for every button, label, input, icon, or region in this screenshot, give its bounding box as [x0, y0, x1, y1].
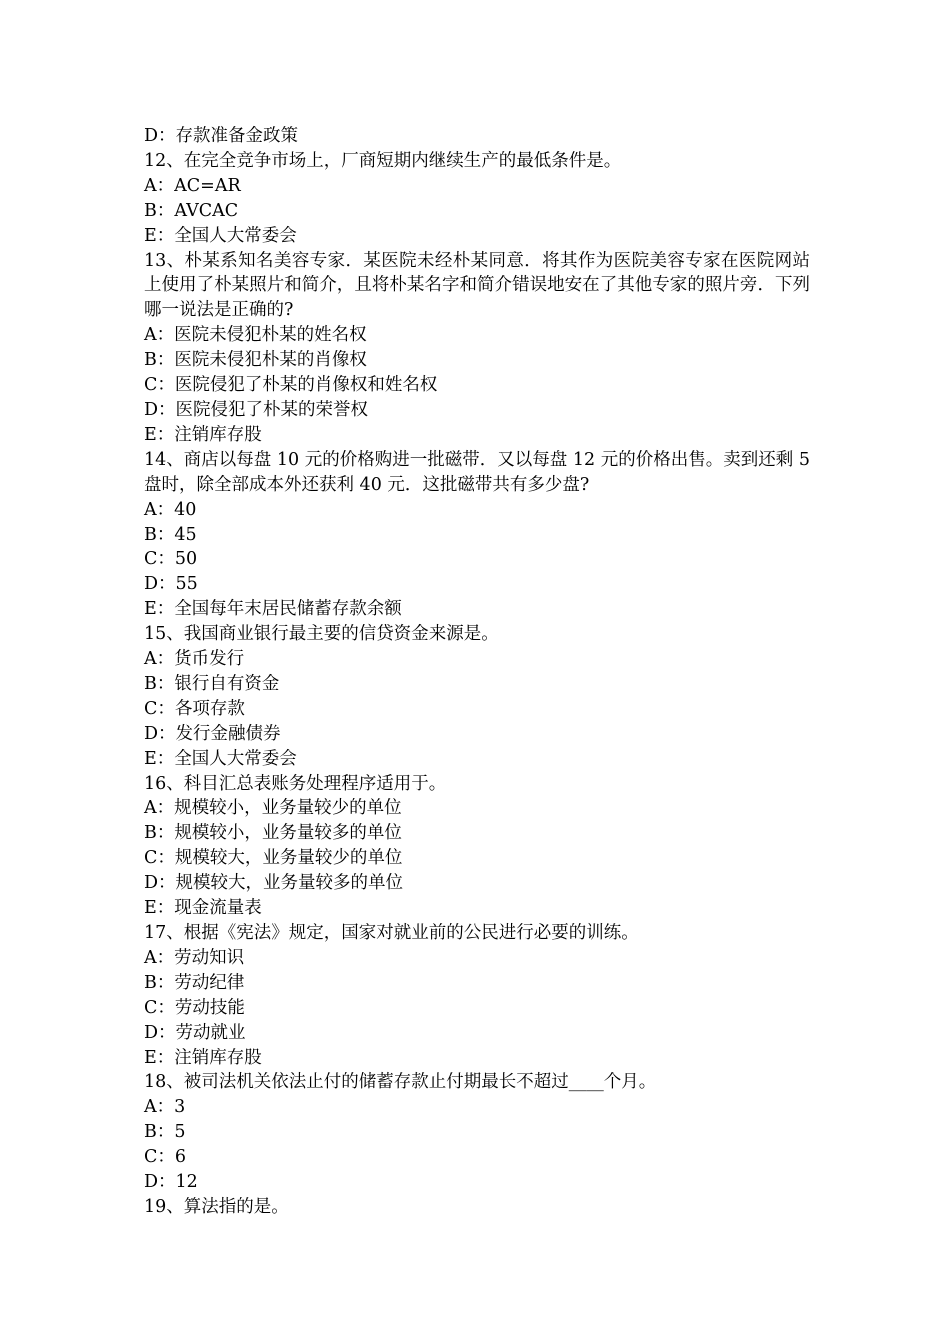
document-line: E：注销库存股	[144, 1047, 262, 1068]
document-line: B：银行自有资金	[144, 673, 280, 694]
document-line: E：全国每年末居民储蓄存款余额	[144, 599, 402, 620]
document-body	[144, 124, 810, 1220]
document-line: D：12	[144, 1172, 198, 1193]
document-line: B：AVCAC	[144, 200, 239, 221]
document-line: E：全国人大常委会	[144, 748, 297, 769]
document-line: A：AC=AR	[144, 175, 241, 196]
document-line: C：各项存款	[144, 698, 245, 719]
document-line: 12、在完全竞争市场上，厂商短期内继续生产的最低条件是。	[144, 150, 622, 171]
document-line: A：规模较小，业务量较少的单位	[144, 798, 402, 819]
document-line: D：劳动就业	[144, 1022, 246, 1043]
document-line: D：存款准备金政策	[144, 126, 299, 146]
document-line: D：发行金融债券	[144, 723, 281, 744]
document-line: B：5	[144, 1122, 186, 1143]
document-line: E：注销库存股	[144, 424, 262, 445]
document-line: 16、科目汇总表账务处理程序适用于。	[144, 773, 447, 794]
document-line: E：全国人大常委会	[144, 225, 297, 246]
document-line: 14、商店以每盘 10 元的价格购进一批磁带．又以每盘 12 元的价格出售。卖到还剩 5 盘时，除全部成本外还获利 40 元．这批磁带共有多少盘?	[144, 449, 810, 495]
document-line: B：医院未侵犯朴某的肖像权	[144, 350, 367, 371]
document-line: 15、我国商业银行最主要的信贷资金来源是。	[144, 624, 499, 645]
document-line: A：3	[144, 1097, 186, 1118]
document-line: C：规模较大，业务量较少的单位	[144, 848, 403, 869]
document-line: E：现金流量表	[144, 898, 262, 919]
document-line: D：医院侵犯了朴某的荣誉权	[144, 399, 369, 420]
document-line: 17、根据《宪法》规定，国家对就业前的公民进行必要的训练。	[144, 923, 639, 943]
document-line: D：55	[144, 574, 198, 595]
document-line: 19、算法指的是。	[144, 1196, 289, 1217]
document-line: A：货币发行	[144, 649, 245, 670]
document-line: D：规模较大，业务量较多的单位	[144, 873, 404, 894]
document-line: 13、朴某系知名美容专家．某医院未经朴某同意．将其作为医院美容专家在医院网站上使用了朴某照片和简介，且将朴某名字和简介错误地安在了其他专家的照片旁．下列哪一说法是正确的?	[144, 250, 810, 321]
document-line: A：劳动知识	[144, 947, 245, 968]
document-line: C：劳动技能	[144, 997, 245, 1018]
document-line: B：45	[144, 524, 197, 545]
document-line: C：6	[144, 1147, 187, 1168]
document-line: B：规模较小，业务量较多的单位	[144, 823, 402, 844]
document-line: C：50	[144, 549, 198, 570]
document-line: C：医院侵犯了朴某的肖像权和姓名权	[144, 375, 438, 396]
document-line: B：劳动纪律	[144, 972, 245, 993]
document-line: A：40	[144, 499, 197, 520]
document-line: A：医院未侵犯朴某的姓名权	[144, 325, 367, 346]
document-line: 18、被司法机关依法止付的储蓄存款止付期最长不超过____个月。	[144, 1072, 657, 1093]
